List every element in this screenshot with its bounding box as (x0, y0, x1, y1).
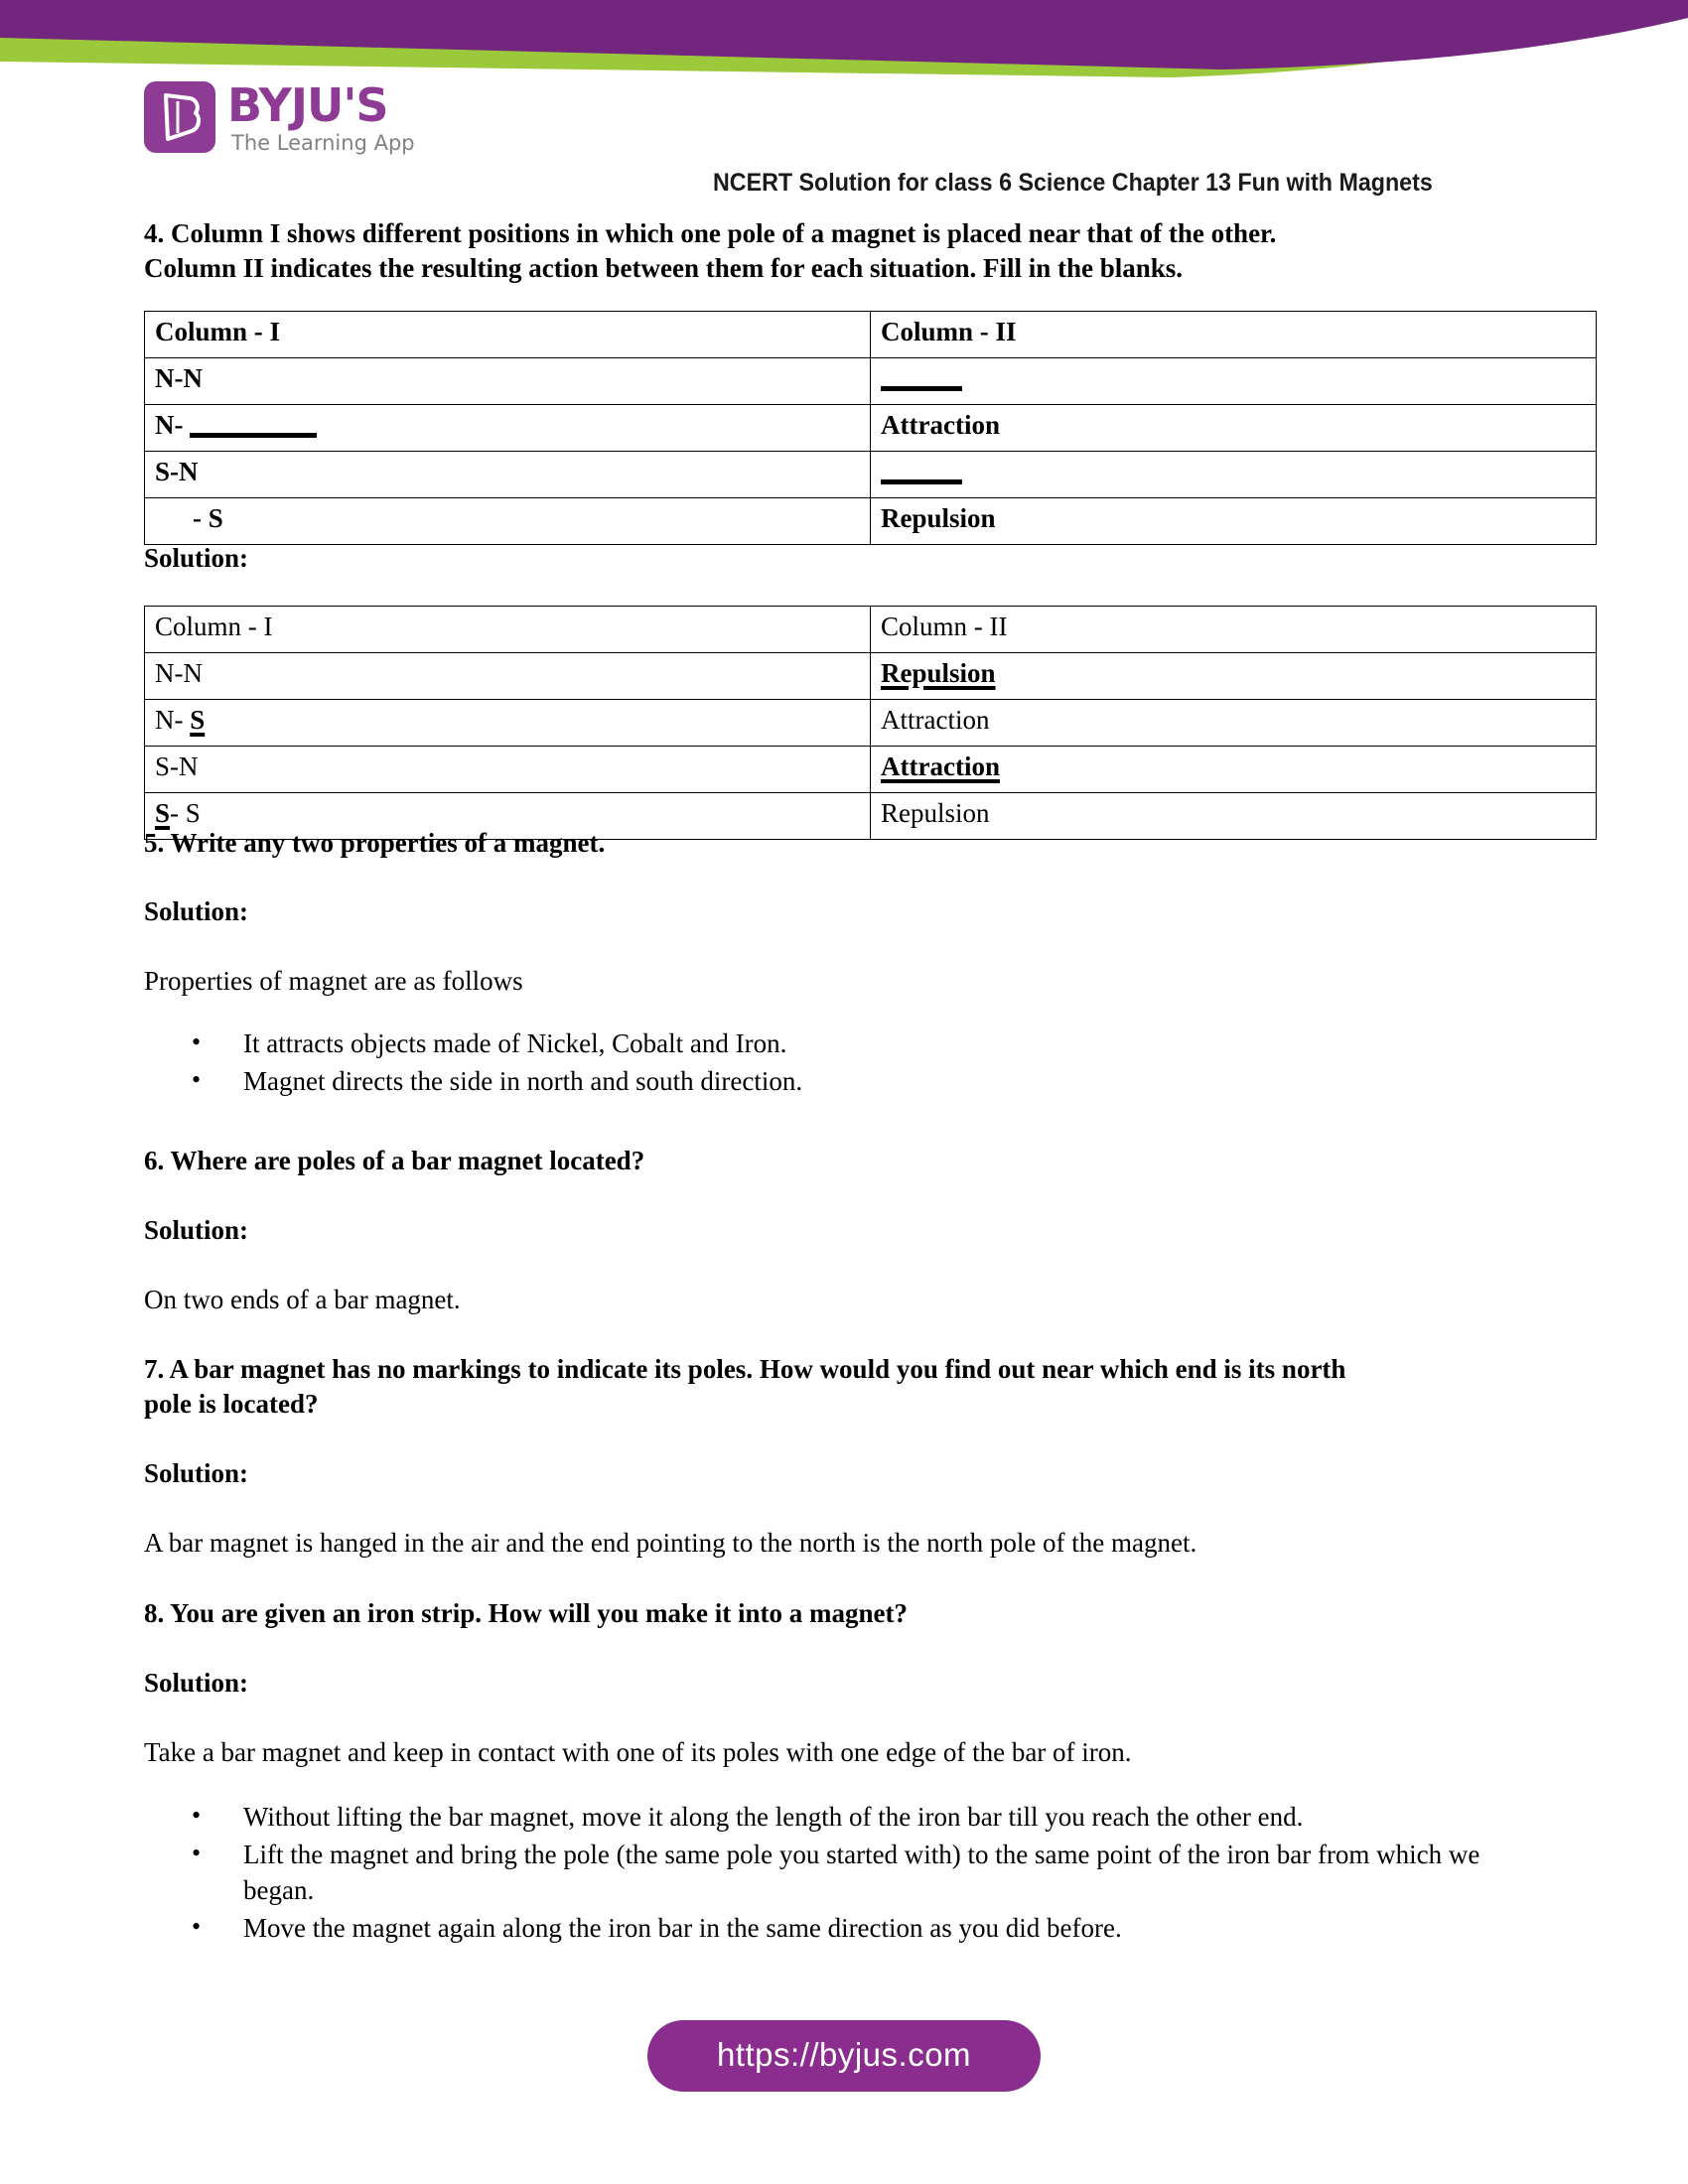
sol-cell-3-1: S-N (145, 747, 871, 793)
blank-underline (881, 458, 962, 484)
table-header-column-2: Column - II (871, 312, 1597, 358)
question-7-solution-label: Solution: (144, 1458, 249, 1488)
question-7 (144, 1352, 1554, 1422)
page-title: NCERT Solution for class 6 Science Chapter 13 Fun with Magnets (713, 169, 1433, 197)
question-4-solution-label: Solution: (144, 543, 249, 573)
question-8-bullets-wrap (144, 1799, 1554, 1948)
byjus-logo-mark-icon (144, 81, 215, 153)
byjus-tagline: The Learning App (231, 131, 415, 155)
sol-cell-4-2: Repulsion (871, 793, 1597, 840)
blank-underline (190, 411, 317, 438)
sol-cell-3-2 (871, 747, 1597, 793)
list-item: • It attracts objects made of Nickel, Cobalt and Iron. (144, 1025, 1554, 1061)
q4-cell-3-1: S-N (145, 452, 871, 498)
sol-cell-1-1: N-N (145, 653, 871, 700)
table-row (145, 405, 1597, 452)
question-5-intro: Properties of magnet are as follows (144, 966, 523, 996)
table-header-row (145, 312, 1597, 358)
q4-cell-1-2 (871, 358, 1597, 405)
answer-text: S (155, 798, 171, 828)
answer-text: Attraction (881, 751, 1000, 781)
question-4-line-1: 4. Column I shows different positions in which one pole of a magnet is placed near that of the other. (144, 218, 1277, 248)
question-5-bullets (144, 1025, 1554, 1099)
sol-cell-2-1 (145, 700, 871, 747)
table-header-row (145, 607, 1597, 653)
sol-table-header-column-1: Column - I (145, 607, 871, 653)
table-row (145, 498, 1597, 545)
question-4 (144, 216, 1554, 286)
page-footer (0, 2020, 1688, 2092)
byjus-wordmark: BYJU'S (227, 78, 388, 132)
question-4-solution-table (144, 606, 1597, 840)
table-row (145, 452, 1597, 498)
byjus-url-button[interactable]: https://byjus.com (647, 2020, 1041, 2092)
question-4-table-wrap (144, 311, 1554, 545)
question-8: 8. You are given an iron strip. How will you make it into a magnet? (144, 1598, 909, 1628)
q4-cell-2-2: Attraction (871, 405, 1597, 452)
list-item: • Magnet directs the side in north and south direction. (144, 1063, 1554, 1099)
question-7-line-2: pole is located? (144, 1389, 319, 1419)
question-4-solution-table-wrap (144, 606, 1554, 840)
list-item: • Without lifting the bar magnet, move it along the length of the iron bar till you reach the other end. (144, 1799, 1554, 1835)
sol-cell-1-2 (871, 653, 1597, 700)
table-row (145, 700, 1597, 747)
sol-cell-4-1: S- S (145, 793, 871, 840)
question-8-bullets (144, 1799, 1554, 1946)
q4-cell-2-1 (145, 405, 871, 452)
table-row (145, 358, 1597, 405)
q4-cell-4-2: Repulsion (871, 498, 1597, 545)
table-header-column-1: Column - I (145, 312, 871, 358)
question-5: 5. Write any two properties of a magnet. (144, 828, 606, 858)
question-7-answer: A bar magnet is hanged in the air and the end pointing to the north is the north pole of the magnet. (144, 1528, 1197, 1558)
question-6-answer: On two ends of a bar magnet. (144, 1285, 461, 1314)
q4-cell-4-1: - S (145, 498, 871, 545)
question-4-line-2: Column II indicates the resulting action between them for each situation. Fill in the blanks. (144, 253, 1184, 283)
question-8-intro: Take a bar magnet and keep in contact with one of its poles with one edge of the bar of iron. (144, 1737, 1132, 1767)
answer-text: S (190, 705, 206, 735)
sol-table-header-column-2: Column - II (871, 607, 1597, 653)
q4-cell-3-2 (871, 452, 1597, 498)
question-4-table (144, 311, 1597, 545)
question-5-bullets-wrap (144, 1025, 1554, 1101)
table-row (145, 653, 1597, 700)
q4-cell-2-1-text: N- (155, 410, 184, 440)
page-header (0, 69, 1688, 197)
list-item: • Lift the magnet and bring the pole (the same pole you started with) to the same point of the iron bar from which we began. (144, 1837, 1554, 1908)
question-6: 6. Where are poles of a bar magnet located? (144, 1146, 645, 1175)
blank-underline (881, 364, 962, 391)
sol-cell-2-2: Attraction (871, 700, 1597, 747)
sol-cell-2-1-text: N- (155, 705, 191, 735)
question-6-solution-label: Solution: (144, 1215, 249, 1245)
answer-text: Repulsion (881, 658, 996, 688)
q4-cell-1-1: N-N (145, 358, 871, 405)
question-8-solution-label: Solution: (144, 1668, 249, 1698)
table-row (145, 747, 1597, 793)
question-7-line-1: 7. A bar magnet has no markings to indicate its poles. How would you find out near which end is its north (144, 1354, 1346, 1384)
list-item: • Move the magnet again along the iron bar in the same direction as you did before. (144, 1910, 1554, 1946)
byjus-logo (144, 79, 442, 174)
question-5-solution-label: Solution: (144, 896, 249, 926)
